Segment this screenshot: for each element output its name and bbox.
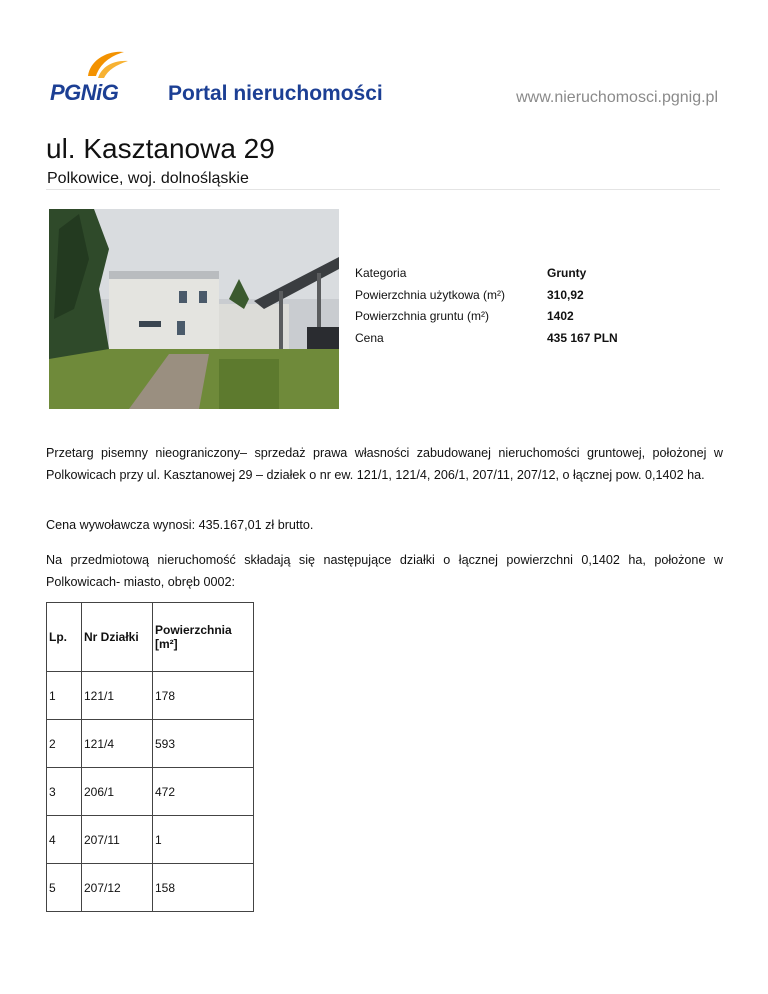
flame-icon xyxy=(80,46,140,82)
detail-row-usable-area xyxy=(355,288,715,310)
table-cell: 121/1 xyxy=(82,672,153,720)
table-cell: 207/12 xyxy=(82,864,153,912)
column-header: Lp. xyxy=(47,603,82,672)
detail-row-price xyxy=(355,331,715,353)
table-cell: 5 xyxy=(47,864,82,912)
detail-label: Powierzchnia gruntu (m²) xyxy=(355,309,490,323)
listing-location: Polkowice, woj. dolnośląskie xyxy=(47,170,249,187)
page-header xyxy=(0,0,768,130)
detail-label: Kategoria xyxy=(355,266,407,280)
plots-intro-paragraph: Na przedmiotową nieruchomość składają się następujące działki o łącznej powierzchni 0,1402 ha, położone w Polkowicach- miasto, obręb 0002: xyxy=(46,553,723,589)
detail-value: 310,92 xyxy=(547,287,584,302)
column-header: Powierzchnia [m²] xyxy=(153,603,254,672)
divider xyxy=(46,189,720,190)
table-cell: 472 xyxy=(153,768,254,816)
column-header: Nr Działki xyxy=(82,603,153,672)
logo-wordmark: PGNiG xyxy=(50,80,119,105)
table-cell: 207/11 xyxy=(82,816,153,864)
table-row xyxy=(47,672,254,720)
portal-title: Portal nieruchomości xyxy=(168,82,383,105)
property-details xyxy=(355,266,715,352)
detail-value: Grunty xyxy=(547,266,587,280)
table-cell: 1 xyxy=(153,816,254,864)
detail-value: 1402 xyxy=(547,309,574,323)
table-cell: 4 xyxy=(47,816,82,864)
table-cell: 178 xyxy=(153,672,254,720)
table-cell: 3 xyxy=(47,768,82,816)
table-cell: 121/4 xyxy=(82,720,153,768)
table-header-row xyxy=(47,603,254,672)
description-paragraph: Przetarg pisemny nieograniczony– sprzedaż prawa własności zabudowanej nieruchomości gruntowej, położonej w Polkowicach przy ul. Kasztanowej 29 – działek o nr ew. 121/1, 121/4, 206/1, 207/11, 207/12, o łącznej pow. 0,1402 ha. xyxy=(46,446,723,482)
table-row xyxy=(47,816,254,864)
starting-price-paragraph: Cena wywoławcza wynosi: 435.167,01 zł brutto. xyxy=(46,518,314,532)
table-row xyxy=(47,864,254,912)
table-cell: 2 xyxy=(47,720,82,768)
table-row xyxy=(47,768,254,816)
detail-value: 435 167 PLN xyxy=(547,330,618,345)
table-row xyxy=(47,720,254,768)
site-url[interactable]: www.nieruchomosci.pgnig.pl xyxy=(516,89,718,106)
table-cell: 1 xyxy=(47,672,82,720)
table-cell: 206/1 xyxy=(82,768,153,816)
detail-label: Cena xyxy=(355,330,384,345)
property-photo xyxy=(49,209,339,409)
detail-row-land-area xyxy=(355,309,715,331)
detail-row-category xyxy=(355,266,715,288)
table-cell: 158 xyxy=(153,864,254,912)
plots-table xyxy=(46,602,254,912)
detail-label: Powierzchnia użytkowa (m²) xyxy=(355,287,506,302)
listing-title: ul. Kasztanowa 29 xyxy=(46,133,275,164)
pgnig-logo[interactable] xyxy=(50,48,150,108)
table-cell: 593 xyxy=(153,720,254,768)
